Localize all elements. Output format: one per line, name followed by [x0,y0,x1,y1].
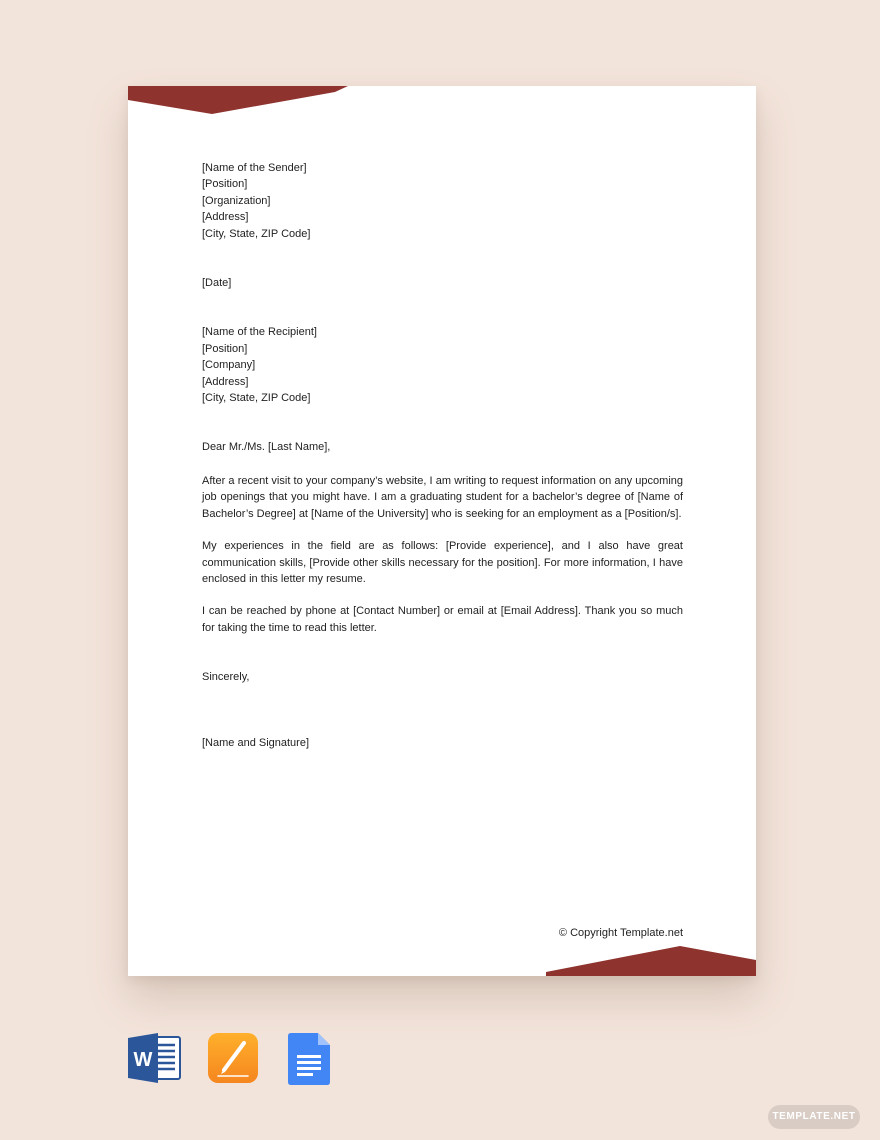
closing: Sincerely, [202,671,250,684]
salutation: Dear Mr./Ms. [Last Name], [202,441,331,454]
recipient-position: [Position] [202,342,248,355]
sender-position: [Position] [202,178,248,191]
sender-city-state-zip: [City, State, ZIP Code] [202,227,311,240]
word-icon-letter: W [133,1049,153,1071]
letter-body [202,160,683,751]
paragraph-intro: After a recent visit to your company’s website, I am writing to request information on any upcoming job openings that you might have. I am a graduating student for a bachelor’s degree of [Name of Bachelor’s Degree] at [Name of the University] who is seeking for an employment as a [Position/s]. [202,474,683,520]
recipient-name: [Name of the Recipient] [202,326,317,339]
paragraph-contact: I can be reached by phone at [Contact Number] or email at [Email Address]. Thank you so much for taking the time to read this letter. [202,605,683,634]
recipient-company: [Company] [202,359,256,372]
bottom-corner-shape [546,946,756,976]
letter-page [128,86,756,976]
signature: [Name and Signature] [202,736,310,749]
sender-block [202,160,683,242]
apple-pages-icon[interactable] [208,1033,258,1083]
top-corner-decoration [128,86,348,116]
google-docs-icon[interactable] [288,1033,332,1085]
template-net-badge[interactable]: TEMPLATE.NET [768,1105,860,1129]
microsoft-word-icon[interactable] [128,1033,182,1083]
recipient-block [202,324,683,406]
sender-organization: [Organization] [202,194,271,207]
letter-date: [Date] [202,277,232,290]
top-corner-shape [128,86,348,114]
sender-name: [Name of the Sender] [202,162,307,174]
paragraph-experience: My experiences in the field are as follows: [Provide experience], and I also have great communication skills, [Provide other skills necessary for the position]. For more information, I have enclosed in this letter my resume. [202,540,683,585]
copyright-notice: © Copyright Template.net [558,927,683,939]
recipient-city-state-zip: [City, State, ZIP Code] [202,392,311,405]
recipient-address: [Address] [202,375,249,388]
bottom-corner-decoration [546,946,756,976]
sender-address: [Address] [202,211,249,224]
